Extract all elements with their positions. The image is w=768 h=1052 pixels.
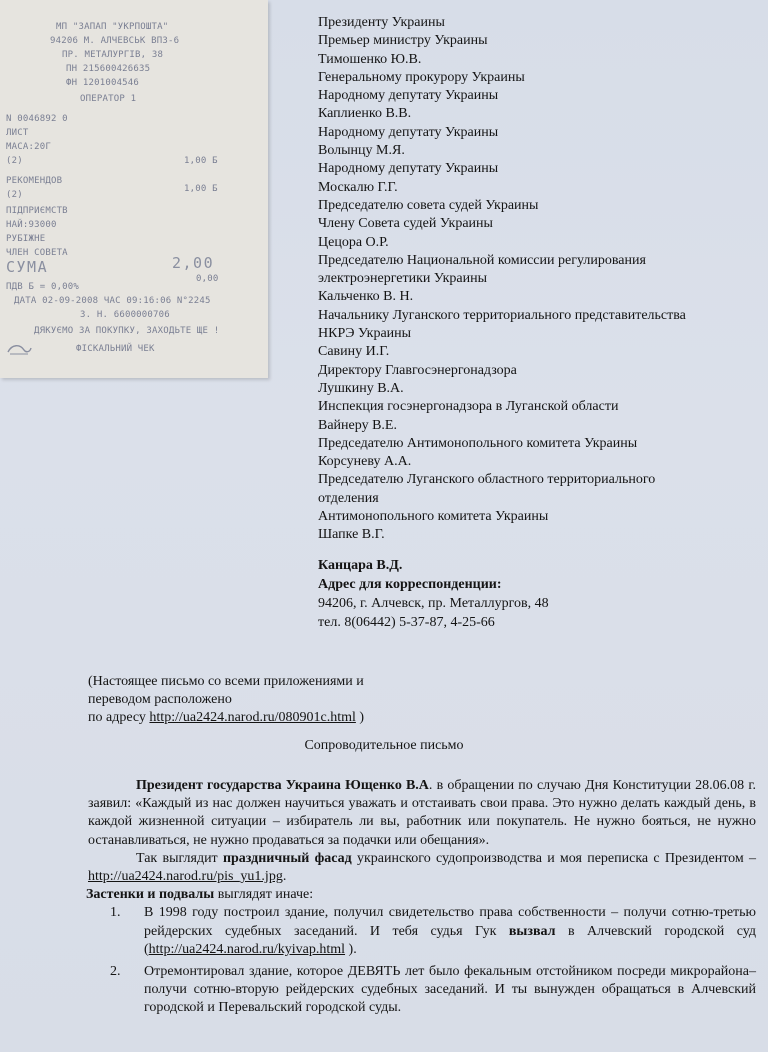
addressee-line: Председателю Антимонопольного комитета Украины [318, 435, 638, 451]
receipt-line: ОПЕРАТОР 1 [80, 94, 137, 104]
addressee-line: Инспекция госэнергонадзора в Луганской области [318, 399, 619, 415]
receipt-total-label: СУМА [6, 258, 49, 276]
addressee-line: Народному депутату Украины [318, 88, 499, 104]
sender-name: Канцара В.Д. [318, 558, 403, 573]
addressee-line: Савину И.Г. [318, 344, 390, 360]
receipt-line: МП "ЗАПАП "УКРПОШТА" [56, 22, 169, 32]
addressee-line: Кальченко В. Н. [318, 289, 414, 305]
addressee-line: Народному депутату Украины [318, 161, 499, 177]
receipt-line: ПДВ Б = 0,00% [6, 282, 80, 292]
addressee-line: электроэнергетики Украины [318, 271, 488, 287]
sender-address-label: Адрес для корреспонденции: [318, 577, 502, 592]
receipt-line: 94206 М. АЛЧЕВСЬК ВПЗ-6 [50, 36, 180, 46]
addressee-line: Вайнеру В.Е. [318, 417, 397, 433]
receipt-line: ФІСКАЛЬНИЙ ЧЕК [76, 344, 155, 354]
receipt-line: (2) [6, 156, 23, 166]
receipt-line: ДАТА 02-09-2008 ЧАС 09:16:06 N°2245 [14, 296, 211, 306]
photo-link[interactable]: http://ua2424.narod.ru/pis_yu1.jpg [88, 869, 283, 885]
receipt-line: ЧЛЕН СОВЕТА [6, 248, 68, 258]
addressee-line: Председателю совета судей Украины [318, 197, 539, 213]
note-block [88, 673, 364, 727]
receipt-line: 3. Н. 6600000706 [80, 310, 170, 320]
addressee-line: отделения [318, 490, 379, 506]
addressee-line: Председателю Луганского областного территориального [318, 472, 656, 488]
receipt-line: (2) [6, 190, 23, 200]
addressee-line: Президенту Украины [318, 15, 445, 30]
addressee-line: Генеральному прокурору Украины [318, 69, 525, 85]
sender-address: 94206, г. Алчевск, пр. Металлургов, 48 [318, 596, 549, 611]
list-item: 2. Отремонтировал здание, которое ДЕВЯТЬ лет было фекальным отстойником посреди микрорайона– получи сотню-вторую рейдерских судебных заседаний. И ты вынужден обращаться в Алчевский городской и Перевальский городской суды. [110, 964, 756, 1016]
addressee-line: Премьер министру Украины [318, 33, 488, 49]
list-item: 1. В 1998 году построил здание, получил свидетельство права собственности – получи сотню-третью рейдерских судебных заседаний. И тебя судья Гук вызвал в Алчевский городской суд (http://ua2424.narod.ru/kyivap.html ). [110, 905, 756, 957]
receipt-line: ФН 1201004546 [66, 78, 140, 88]
addressee-line: Каплиенко В.В. [318, 106, 412, 122]
receipt-amount: 1,00 Б [184, 156, 218, 166]
addressee-line: Председателю Национальной комиссии регулирования [318, 252, 646, 268]
note-line: по адресу http://ua2424.narod.ru/080901c.html ) [88, 710, 365, 725]
receipt-line: ПІДПРИЄМСТВ [6, 206, 68, 216]
addressee-line: Цецора О.Р. [318, 234, 389, 250]
court-link[interactable]: http://ua2424.narod.ru/kyivap.html [148, 941, 346, 957]
addressee-line: Начальнику Луганского территориального представительства [318, 307, 686, 323]
addressee-line: Шапке В.Г. [318, 527, 385, 543]
receipt-line: N 0046892 0 [6, 114, 68, 124]
paragraph-president-quote: Президент государства Украина Ющенко В.А. в обращении по случаю Дня Конституции 28.06.08 г. заявил: «Каждый из нас должен научиться уважать и отстаивать свои права. Это нужно делать каждый день, в каждой жизненной ситуации – избиратель ли вы, работник или покупатель. Не нужно бояться, не нужно останавливаться, не нужно продаваться за подачки или обещания». [88, 778, 756, 848]
receipt-line: ПР. МЕТАЛУРГІВ, 38 [62, 50, 164, 60]
letter-heading: Сопроводительное письмо [304, 738, 464, 753]
sender-phone: тел. 8(06442) 5-37-87, 4-25-66 [318, 615, 495, 630]
paragraph-facade: Так выглядит праздничный фасад украинского судопроизводства и моя переписка с Президентом – http://ua2424.narod.ru/pis_yu1.jpg. [88, 850, 756, 885]
postal-receipt [0, 0, 268, 378]
receipt-line: ЛИСТ [6, 128, 29, 138]
note-line: (Настоящее письмо со всеми приложениями и [88, 674, 364, 689]
receipt-line: ПН 215600426635 [66, 64, 151, 74]
fiscal-logo-icon [6, 342, 32, 356]
receipt-line: РЕКОМЕНДОВ [6, 176, 63, 186]
receipt-line: ДЯКУЄМО ЗА ПОКУПКУ, ЗАХОДЬТЕ ЩЕ ! [34, 326, 220, 336]
letter-link[interactable]: http://ua2424.narod.ru/080901c.html [149, 710, 356, 725]
note-line: переводом расположено [88, 692, 232, 707]
addressee-line: Корсуневу А.А. [318, 454, 412, 470]
paragraph-dungeons: Застенки и подвалы выглядят иначе: [86, 887, 314, 903]
addressee-line: Москалю Г.Г. [318, 179, 398, 195]
sender-block [318, 556, 549, 632]
addressee-line: НКРЭ Украины [318, 326, 412, 342]
receipt-line: РУБІЖНЕ [6, 234, 46, 244]
receipt-total-amount: 2,00 [172, 254, 215, 272]
addressee-line: Тимошенко Ю.В. [318, 51, 422, 67]
receipt-amount: 1,00 Б [184, 184, 218, 194]
letter-body [88, 777, 756, 1018]
addressee-line: Директору Главгосэнергонадзора [318, 362, 517, 378]
addressee-line: Антимонопольного комитета Украины [318, 509, 549, 525]
addressee-line: Лушкину В.А. [318, 380, 404, 396]
receipt-amount: 0,00 [196, 274, 219, 284]
receipt-line: НАЙ:93000 [6, 220, 57, 230]
receipt-line: МАСА:20Г [6, 142, 51, 152]
addressee-line: Волынцу М.Я. [318, 143, 405, 159]
addressee-list [318, 14, 758, 545]
addressee-line: Члену Совета судей Украины [318, 216, 493, 232]
addressee-line: Народному депутату Украины [318, 124, 499, 140]
